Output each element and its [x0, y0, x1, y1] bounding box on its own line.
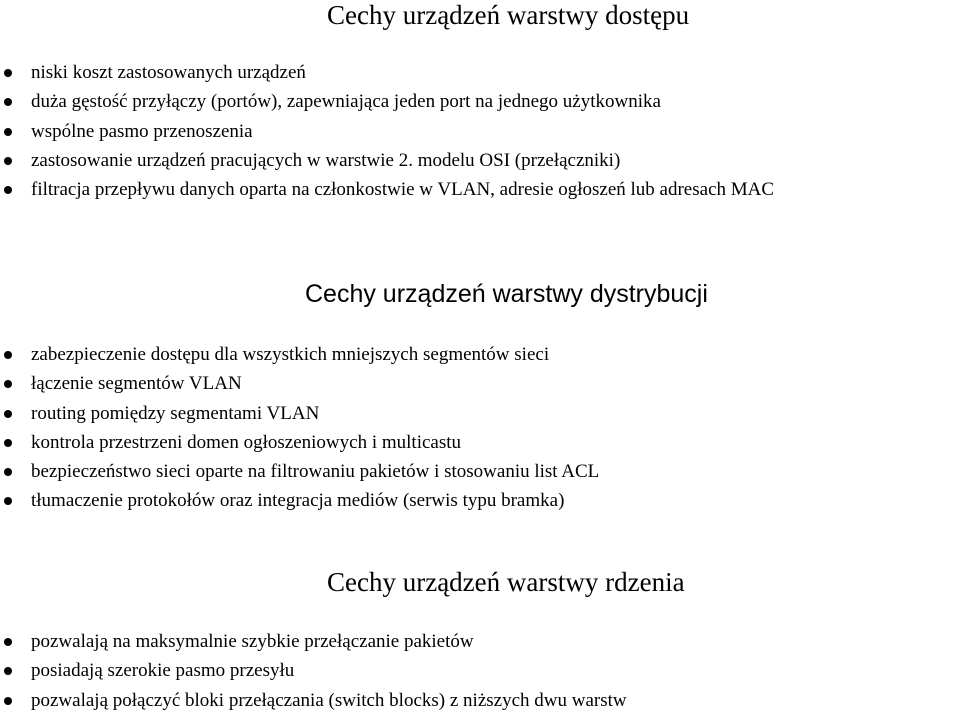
bullet-icon: [4, 380, 12, 388]
list-item: [0, 87, 774, 116]
bullet-icon: [4, 351, 12, 359]
list-item-text: posiadają szerokie pasmo przesyłu: [31, 660, 295, 682]
core-layer-section: [0, 566, 960, 714]
list-item: [0, 146, 774, 175]
list-item: [0, 175, 774, 204]
distribution-layer-list: [0, 340, 599, 516]
distribution-layer-heading: Cechy urządzeń warstwy dystrybucji: [305, 280, 708, 308]
list-item-text: pozwalają połączyć bloki przełączania (switch blocks) z niższych dwu warstw: [31, 689, 627, 711]
list-item: [0, 117, 774, 146]
list-item-text: niski koszt zastosowanych urządzeń: [31, 62, 306, 83]
bullet-icon: [4, 638, 12, 646]
bullet-icon: [4, 439, 12, 447]
list-item-text: pozwalają na maksymalnie szybkie przełączanie pakietów: [31, 631, 474, 652]
bullet-icon: [4, 69, 12, 77]
list-item-text: tłumaczenie protokołów oraz integracja mediów (serwis typu bramka): [31, 490, 565, 512]
list-item-text: łączenie segmentów VLAN: [31, 373, 242, 395]
list-item: [0, 686, 627, 715]
distribution-layer-section: [0, 278, 960, 518]
core-layer-list: [0, 627, 627, 715]
list-item: [0, 399, 599, 428]
access-layer-heading: Cechy urządzeń warstwy dostępu: [327, 0, 690, 30]
bullet-icon: [4, 410, 12, 418]
bullet-icon: [4, 667, 12, 675]
bullet-icon: [4, 186, 12, 194]
bullet-icon: [4, 128, 12, 136]
bullet-icon: [4, 157, 12, 165]
list-item-text: wspólne pasmo przenoszenia: [31, 120, 253, 142]
list-item-text: kontrola przestrzeni domen ogłoszeniowych i multicastu: [31, 431, 462, 453]
access-layer-list: [0, 58, 774, 204]
bullet-icon: [4, 468, 12, 476]
list-item: [0, 627, 627, 656]
bullet-icon: [4, 98, 12, 106]
access-layer-section: [0, 0, 960, 210]
list-item: [0, 457, 599, 486]
list-item-text: filtracja przepływu danych oparta na członkostwie w VLAN, adresie ogłoszeń lub adresach MAC: [31, 179, 775, 201]
bullet-icon: [4, 497, 12, 505]
list-item-text: zastosowanie urządzeń pracujących w warstwie 2. modelu OSI (przełączniki): [31, 149, 621, 171]
list-item-text: duża gęstość przyłączy (portów), zapewniająca jeden port na jednego użytkownika: [31, 91, 661, 113]
list-item-text: zabezpieczenie dostępu dla wszystkich mniejszych segmentów sieci: [31, 344, 550, 365]
list-item: [0, 656, 627, 685]
list-item: [0, 428, 599, 457]
list-item: [0, 58, 774, 87]
list-item-text: routing pomiędzy segmentami VLAN: [31, 402, 320, 424]
bullet-icon: [4, 697, 12, 705]
list-item-text: bezpieczeństwo sieci oparte na filtrowaniu pakietów i stosowaniu list ACL: [31, 461, 600, 483]
core-layer-heading: Cechy urządzeń warstwy rdzenia: [327, 567, 685, 597]
list-item: [0, 486, 599, 515]
list-item: [0, 340, 599, 369]
list-item: [0, 369, 599, 398]
